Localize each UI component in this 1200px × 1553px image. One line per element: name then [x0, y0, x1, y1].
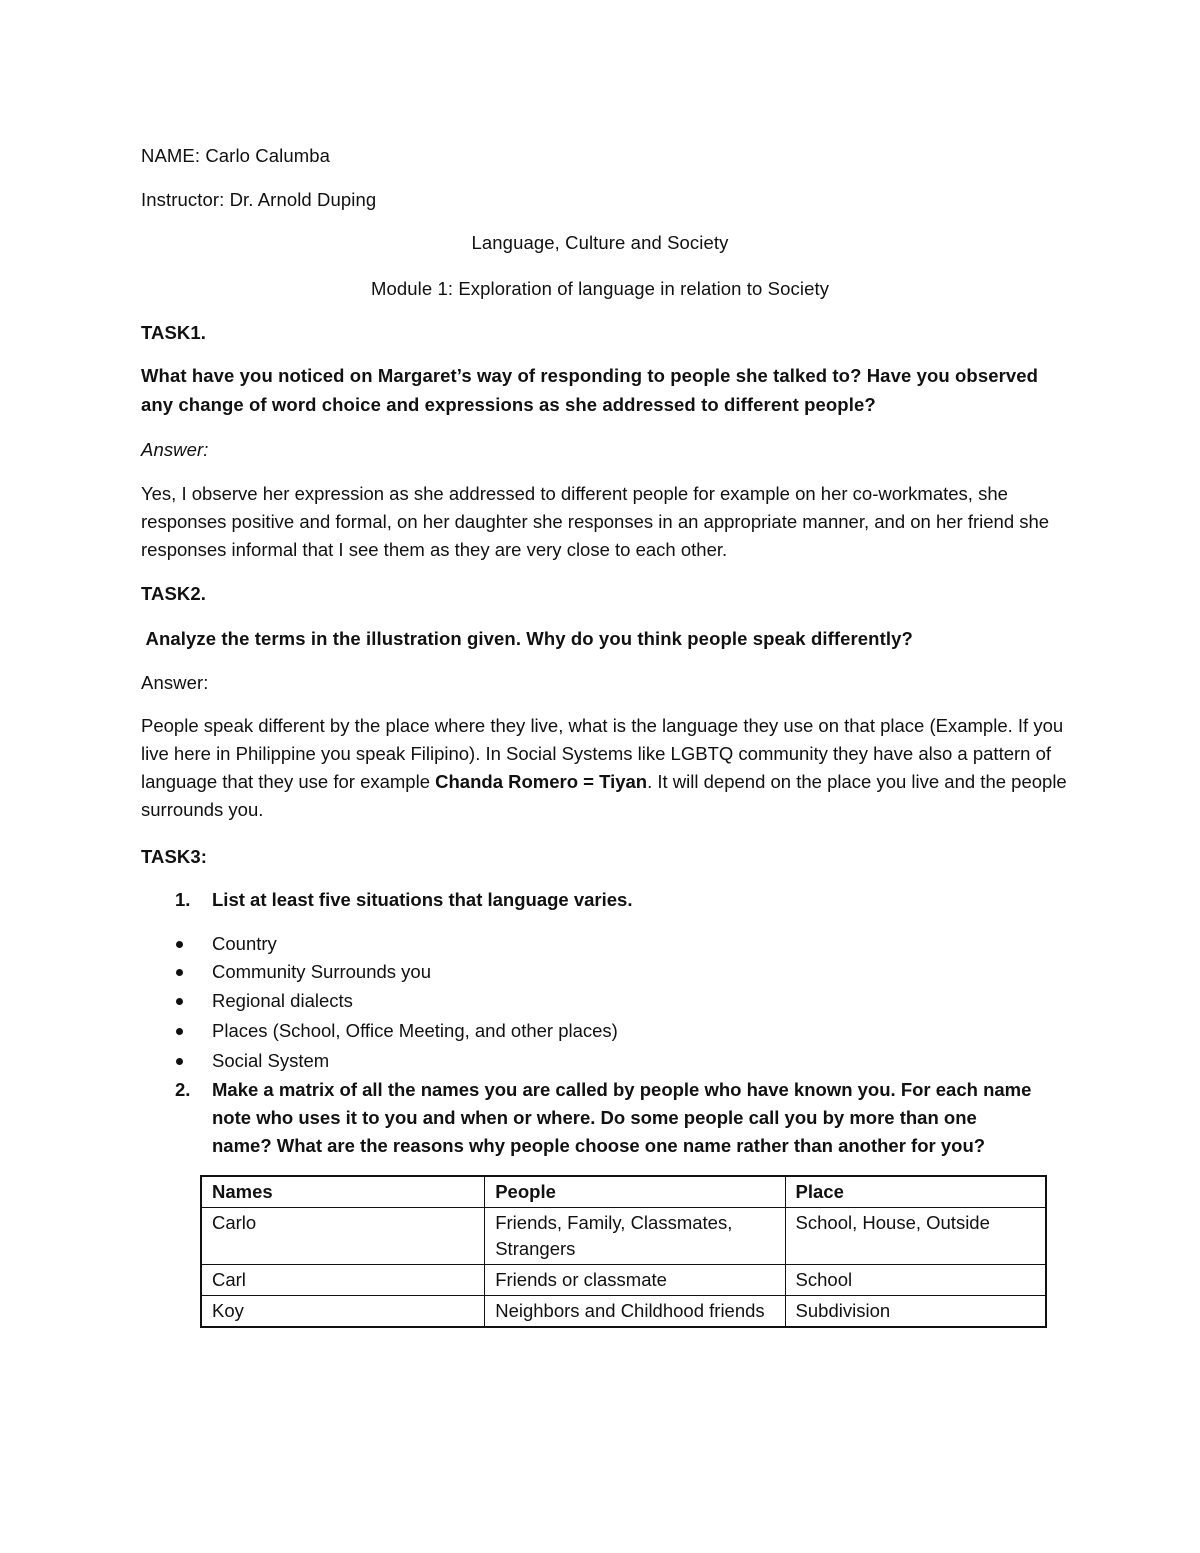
task2-heading: TASK2. — [141, 583, 207, 604]
table-row — [201, 1296, 1046, 1328]
table-row — [201, 1208, 1046, 1265]
task2-answer-bold: Chanda Romero = Tiyan — [435, 771, 648, 792]
task3-item1-number: 1. — [175, 889, 191, 910]
cell-name: Carl — [201, 1265, 485, 1296]
names-matrix-table — [200, 1175, 1047, 1328]
task3-item2-number: 2. — [175, 1079, 191, 1100]
cell-people: Friends, Family, Classmates, Strangers — [485, 1208, 785, 1265]
task1-heading: TASK1. — [141, 322, 207, 343]
task3-item2-line2: note who uses it to you and when or where. Do some people call you by more than one — [212, 1107, 977, 1128]
bullet-icon — [176, 941, 183, 948]
module-title: Module 1: Exploration of language in relation to Society — [370, 278, 830, 299]
bullet-icon — [176, 969, 183, 976]
task3-item2-line3: name? What are the reasons why people choose one name rather than another for you? — [212, 1135, 986, 1156]
task2-question: Analyze the terms in the illustration given. Why do you think people speak differently? — [141, 628, 913, 649]
header-place: Place — [785, 1176, 1046, 1208]
cell-place: School, House, Outside — [785, 1208, 1046, 1265]
cell-place: School — [785, 1265, 1046, 1296]
situation-item: Community Surrounds you — [212, 961, 432, 982]
task3-heading: TASK3: — [141, 846, 208, 867]
header-names: Names — [201, 1176, 485, 1208]
instructor-name: Instructor: Dr. Arnold Duping — [141, 189, 377, 210]
task1-question-line2: any change of word choice and expressions as she addressed to different people? — [141, 394, 876, 415]
task2-answer-label: Answer: — [141, 672, 209, 693]
bullet-icon — [176, 998, 183, 1005]
bullet-icon — [176, 1058, 183, 1065]
situation-item: Social System — [212, 1050, 330, 1071]
cell-place: Subdivision — [785, 1296, 1046, 1328]
student-name: NAME: Carlo Calumba — [141, 145, 331, 166]
bullet-icon — [176, 1028, 183, 1035]
header-people: People — [485, 1176, 785, 1208]
situation-item: Places (School, Office Meeting, and other places) — [212, 1020, 618, 1041]
task1-answer — [141, 480, 1071, 564]
situation-item: Country — [212, 933, 277, 954]
cell-people: Neighbors and Childhood friends — [485, 1296, 785, 1328]
cell-people: Friends or classmate — [485, 1265, 785, 1296]
task2-answer-part2: . It will depend on the place you live and the people surrounds you. — [141, 771, 1067, 820]
task1-answer-label: Answer: — [141, 439, 209, 460]
task2-answer-part1: People speak different by the place where they live, what is the language they use on that place (Example. If you live here in Philippine you speak Filipino). In Social Systems like LGBTQ community they have also a pattern of language that they use for example — [141, 715, 1064, 792]
cell-name: Koy — [201, 1296, 485, 1328]
course-title: Language, Culture and Society — [471, 232, 729, 253]
task1-question-line1: What have you noticed on Margaret’s way of responding to people she talked to? Have you observed — [141, 365, 1039, 386]
task3-item1-text: List at least five situations that language varies. — [212, 889, 633, 910]
task1-answer-text: Yes, I observe her expression as she addressed to different people for example on her co-workmates, she responses positive and formal, on her daughter she responses in an appropriate manner, and on her friend she responses informal that I see them as they are very close to each other. — [141, 483, 1050, 560]
task2-answer — [141, 712, 1071, 824]
cell-name: Carlo — [201, 1208, 485, 1265]
situation-item: Regional dialects — [212, 990, 353, 1011]
table-header-row — [201, 1176, 1046, 1208]
table-row — [201, 1265, 1046, 1296]
task3-item2-line1: Make a matrix of all the names you are called by people who have known you. For each name — [212, 1079, 1032, 1100]
